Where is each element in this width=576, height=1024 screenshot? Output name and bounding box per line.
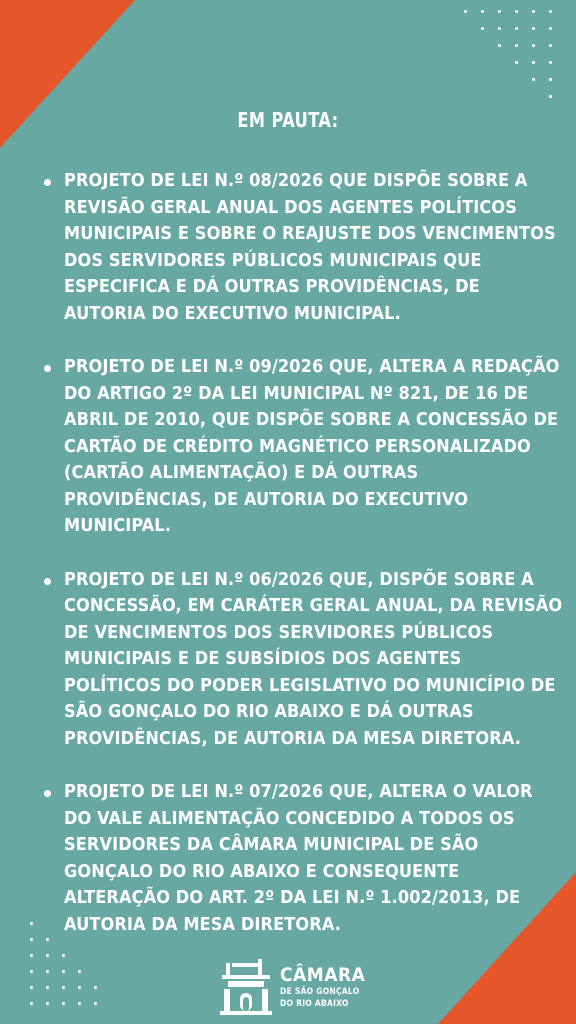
decorative-dot: [515, 61, 518, 64]
decorative-dot: [549, 27, 552, 30]
decorative-dot: [46, 986, 49, 989]
decorative-dot: [532, 44, 535, 47]
decorative-dot: [62, 970, 65, 973]
decorative-dot: [46, 1002, 49, 1005]
decorative-dot: [515, 44, 518, 47]
decorative-dot: [549, 10, 552, 13]
agenda-list: [44, 168, 564, 938]
decorative-dot: [498, 44, 501, 47]
decorative-dot: [549, 78, 552, 81]
decorative-dot: [94, 1002, 97, 1005]
decorative-dot: [515, 10, 518, 13]
decorative-dot: [78, 970, 81, 973]
decorative-dot: [532, 61, 535, 64]
decorative-dot: [532, 10, 535, 13]
logo-subtitle-1: DE SÃO GONÇALO: [280, 986, 360, 997]
decorative-dot: [46, 954, 49, 957]
decorative-dot: [30, 922, 33, 925]
decorative-dot: [549, 95, 552, 98]
agenda-item: PROJETO DE LEI N.º 07/2026 QUE, ALTERA O VALOR DO VALE ALIMENTAÇÃO CONCEDIDO A TODOS OS SERVIDORES DA CÂMARA MUNICIPAL DE SÃO GONÇALO DO RIO ABAIXO E CONSEQUENTE ALTERAÇÃO DO ART. 2º DA LEI N.º 1.002/2013, DE AUTORIA DA MESA DIRETORA.: [44, 779, 564, 938]
decorative-dot: [481, 27, 484, 30]
agenda-item: PROJETO DE LEI N.º 09/2026 QUE, ALTERA A REDAÇÃO DO ARTIGO 2º DA LEI MUNICIPAL Nº 821, DE 16 DE ABRIL DE 2010, QUE DISPÕE SOBRE A CONCESSÃO DE CARTÃO DE CRÉDITO MAGNÉTICO PERSONALIZADO (CARTÃO ALIMENTAÇÃO) E DÁ OUTRAS PROVIDÊNCIAS, DE AUTORIA DO EXECUTIVO MUNICIPAL.: [44, 354, 564, 540]
decorative-dot: [46, 970, 49, 973]
decorative-dot: [464, 10, 467, 13]
logo-subtitle-2: DO RIO ABAIXO: [280, 998, 349, 1009]
decorative-dot: [46, 938, 49, 941]
decorative-dot: [498, 10, 501, 13]
decorative-dot: [30, 986, 33, 989]
decorative-dot: [30, 954, 33, 957]
decorative-dot: [549, 44, 552, 47]
logo-name: CÂMARA: [280, 963, 366, 986]
decorative-dot: [532, 78, 535, 81]
agenda-item: PROJETO DE LEI N.º 08/2026 QUE DISPÕE SOBRE A REVISÃO GERAL ANUAL DOS AGENTES POLÍTICOS MUNICIPAIS E SOBRE O REAJUSTE DOS VENCIMENTOS DOS SERVIDORES PÚBLICOS MUNICIPAIS QUE ESPECIFICA E DÁ OUTRAS PROVIDÊNCIAS, DE AUTORIA DO EXECUTIVO MUNICIPAL.: [44, 168, 564, 327]
camara-logo: [218, 958, 365, 1016]
decorative-dot: [30, 970, 33, 973]
decorative-dot: [94, 986, 97, 989]
decorative-dot: [30, 938, 33, 941]
decorative-dot: [78, 1002, 81, 1005]
decorative-dot: [30, 1002, 33, 1005]
decorative-dot: [532, 27, 535, 30]
decorative-dot: [78, 986, 81, 989]
city-hall-building-icon: [218, 959, 274, 1015]
decorative-dot: [62, 954, 65, 957]
decorative-dot: [62, 1002, 65, 1005]
decorative-dot: [481, 10, 484, 13]
decorative-dot: [515, 27, 518, 30]
decorative-dot: [498, 27, 501, 30]
agenda-item: PROJETO DE LEI N.º 06/2026 QUE, DISPÕE SOBRE A CONCESSÃO, EM CARÁTER GERAL ANUAL, DA REVISÃO DE VENCIMENTOS DOS SERVIDORES PÚBLICOS MUNICIPAIS E DE SUBSÍDIOS DOS AGENTES POLÍTICOS DO PODER LEGISLATIVO DO MUNICÍPIO DE SÃO GONÇALO DO RIO ABAIXO E DÁ OUTRAS PROVIDÊNCIAS, DE AUTORIA DA MESA DIRETORA.: [44, 567, 564, 753]
page-title: EM PAUTA:: [237, 108, 339, 132]
decorative-dot: [549, 61, 552, 64]
decorative-dot: [62, 986, 65, 989]
